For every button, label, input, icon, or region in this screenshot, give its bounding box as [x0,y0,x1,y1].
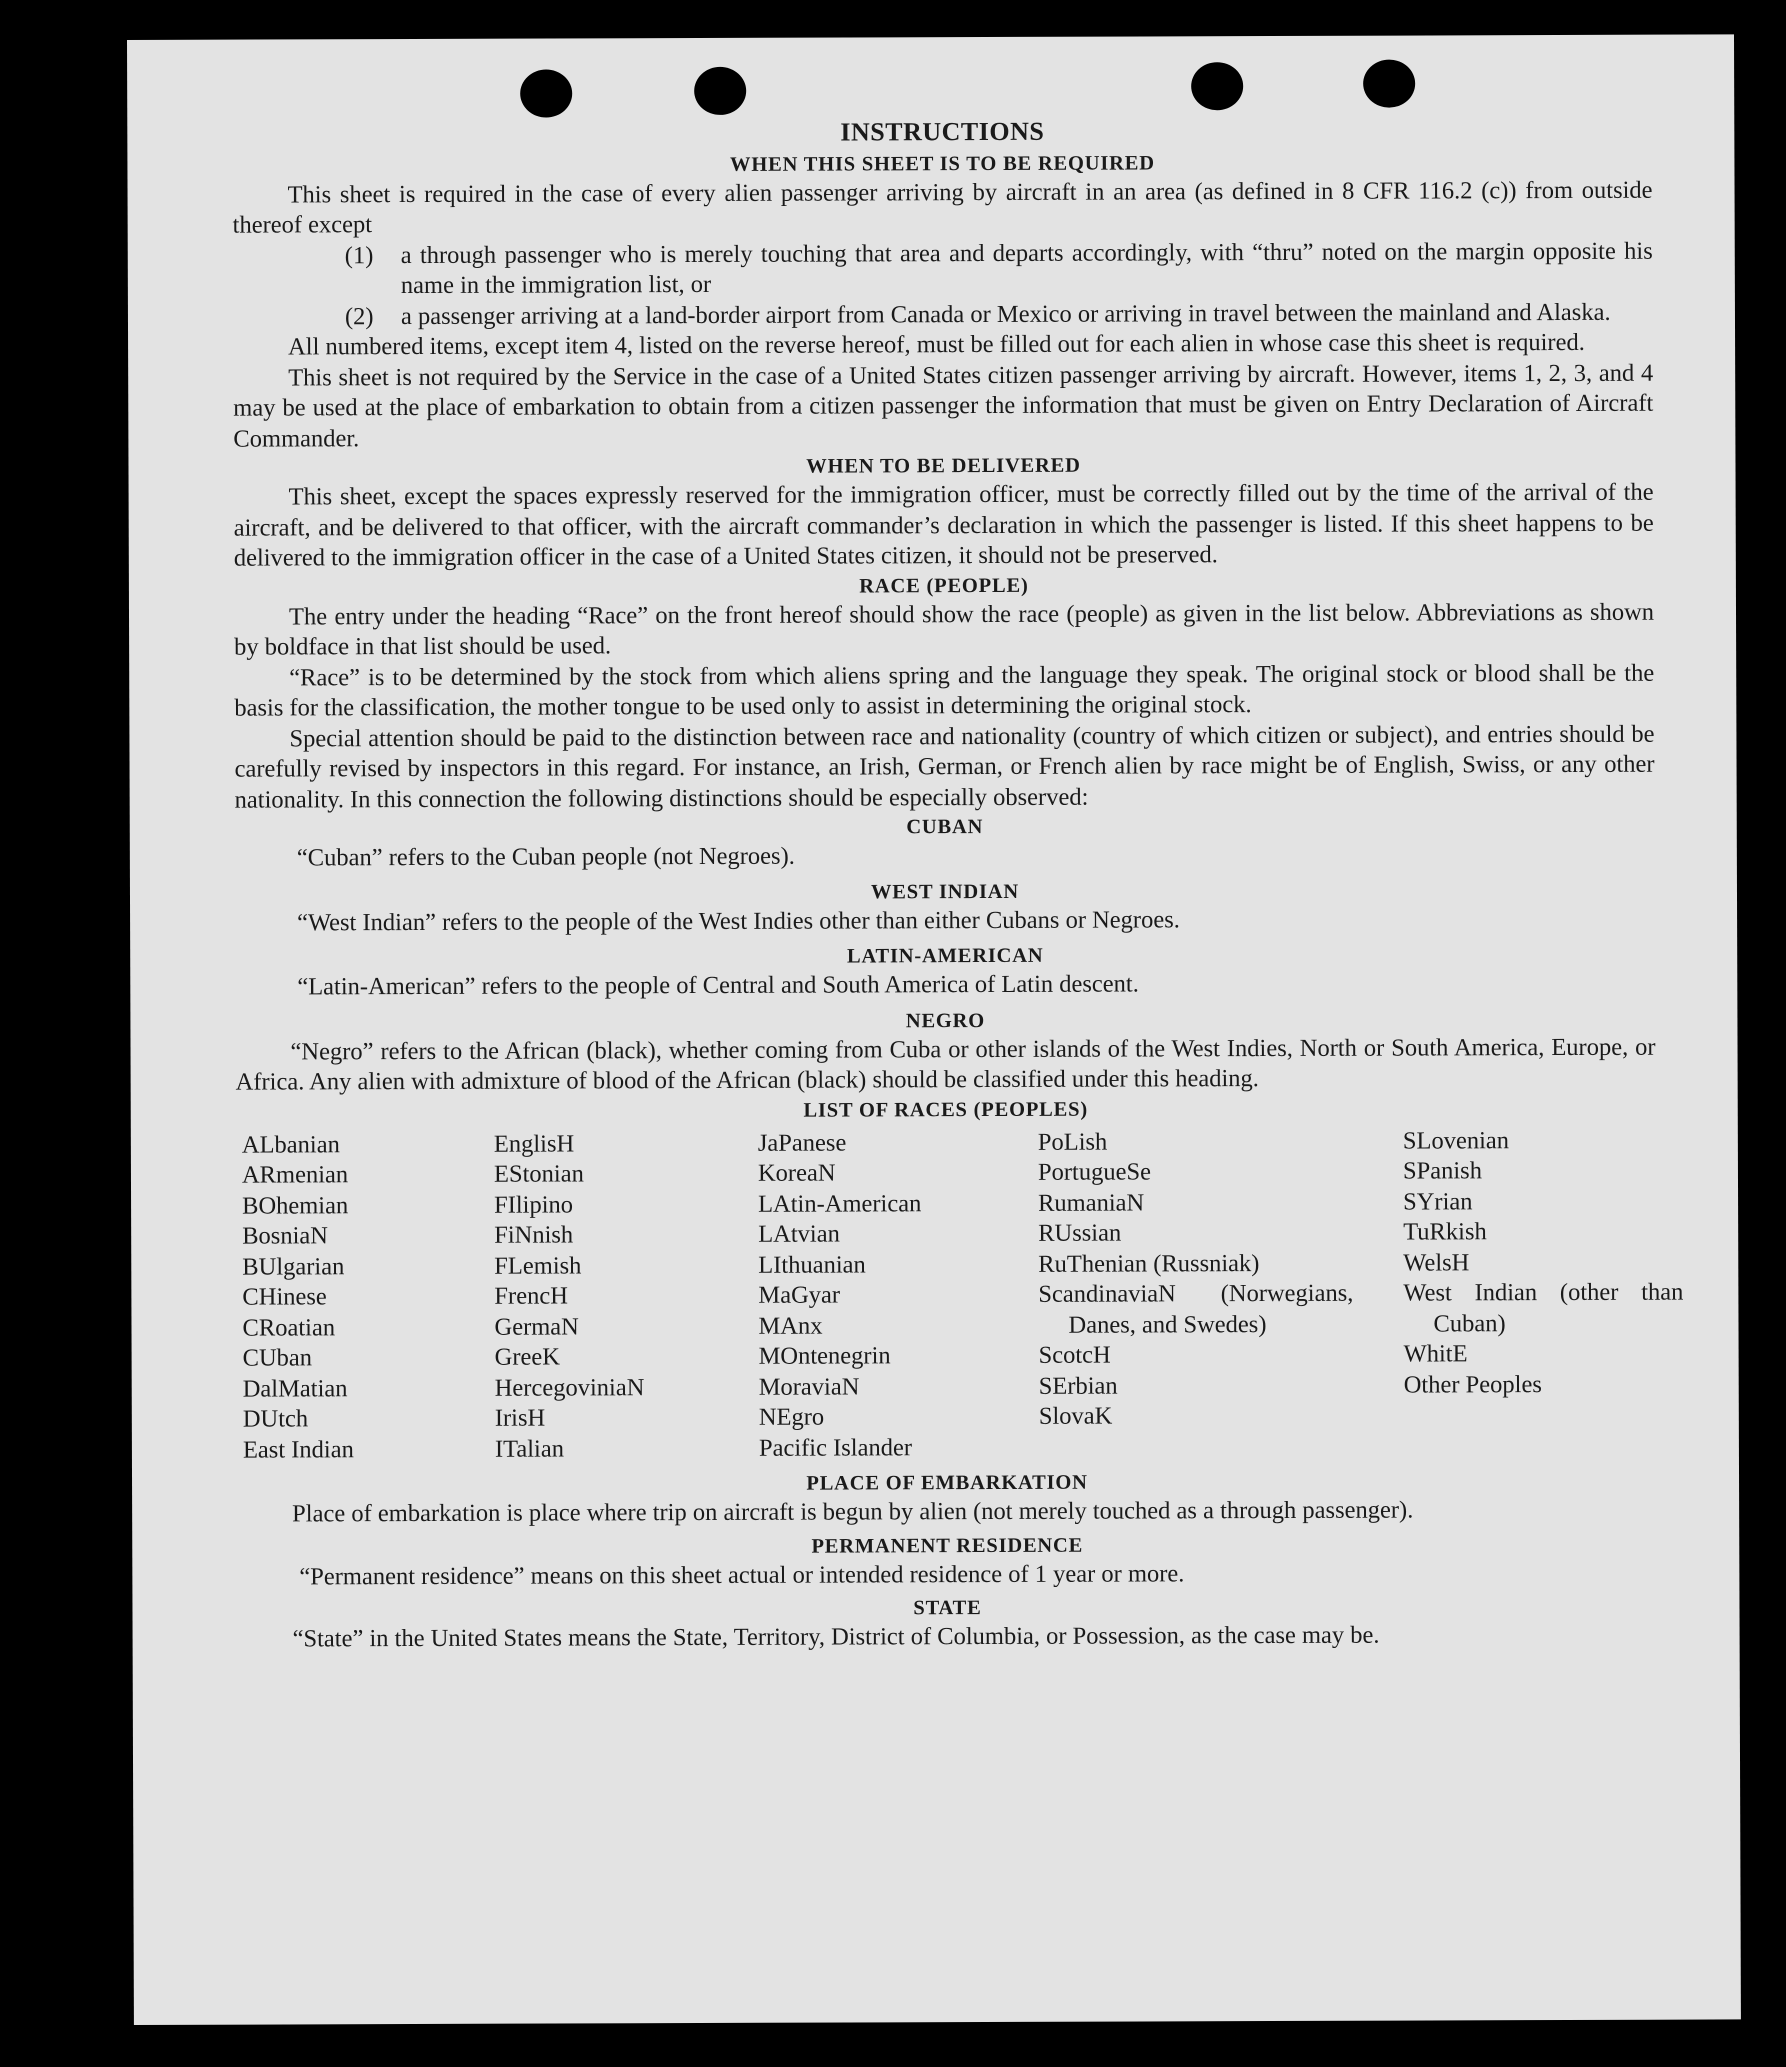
race-item: LAtin-American [758,1189,922,1218]
race-item: PortugueSe [1037,1158,1151,1186]
heading-latin-american: LATIN-AMERICAN [846,944,1044,968]
punch-hole [1363,60,1415,108]
race-item: BUlgarian [242,1252,345,1281]
race-item: CUban [242,1344,313,1372]
races-column [494,1128,759,1464]
paragraph-race-2: “Race” is to be determined by the stock from which aliens spring and the language they speak. The original stock or blood shall be the basis for the classification, the mother tongue to be used only to assist in determining the original stock. [234,659,1655,722]
race-item: NEgro [758,1403,825,1431]
race-item: EnglisH [493,1129,575,1158]
race-item: FiNnish [494,1221,574,1249]
race-item: ScandinaviaN (Norwegians, Danes, and Swedes) [1038,1279,1354,1339]
race-item: SPanish [1402,1157,1482,1185]
paragraph-permanent-residence: “Permanent residence” means on this sheet actual or intended residence of 1 year or more. [299,1559,1185,1590]
race-item: WhitE [1403,1340,1468,1368]
exception-item [233,297,1653,332]
race-item: MAnx [758,1312,823,1340]
race-item: ALbanian [241,1130,340,1159]
paragraph-citizen: This sheet is not required by the Service in the case of a United States citizen passenger arriving by aircraft. However, items 1, 2, 3, and 4 may be used at the place of embarkation to obtain from a citizen passenger the information that must be given on Entry Declaration of Aircraft Commander. [233,359,1654,453]
heading-negro: NEGRO [905,1009,986,1032]
race-item: EStonian [493,1160,584,1188]
race-item: MOntenegrin [758,1342,891,1370]
race-item: MoraviaN [758,1372,860,1401]
exception-text: a passenger arriving at a land-border airport from Canada or Mexico or arriving in travel between the mainland and Alaska. [400,298,1611,330]
race-item: CRoatian [242,1313,336,1342]
document-page [127,34,1741,2025]
race-item: SErbian [1038,1372,1118,1400]
race-item: HercegoviniaN [494,1373,645,1402]
paragraph-latin-american: “Latin-American” refers to the people of Central and South America of Latin descent. [297,970,1139,1001]
race-item: RUssian [1038,1219,1122,1247]
race-item: CHinese [242,1283,327,1311]
paragraph-race-3: Special attention should be paid to the distinction between race and nationality (country of which citizen or subject), and entries should be carefully revised by inspectors in this regard. For instance, an Irish, German, or French alien by race might be of English, Swiss, or any other nationality. In this connection the following distinctions should be especially observed: [234,720,1655,814]
exception-text: a through passenger who is merely touching that area and departs accordingly, with “thru” noted on the margin opposite his name in the immigration list, or [400,237,1653,300]
race-item: ARmenian [241,1161,349,1189]
heading-permanent-residence: PERMANENT RESIDENCE [811,1534,1084,1558]
punch-hole [520,69,572,117]
paragraph-numbered-items: All numbered items, except item 4, listed on the reverse hereof, must be filled out for each alien in whose case this sheet is required. [288,328,1585,361]
punch-hole [694,67,746,115]
race-item: PoLish [1037,1128,1108,1156]
race-item: West Indian (other than Cuban) [1403,1278,1684,1337]
paragraph-cuban: “Cuban” refers to the Cuban people (not Negroes). [296,842,795,872]
races-list [241,1125,1684,1465]
race-item: BosniaN [242,1222,328,1250]
races-column [242,1129,495,1465]
paragraph-place-of-embarkation: Place of embarkation is place where trip on aircraft is begun by alien (not merely touched as a through passenger). [292,1496,1414,1528]
heading-cuban: CUBAN [906,816,984,839]
races-column [1038,1126,1404,1463]
paragraph-negro: “Negro” refers to the African (black), whether coming from Cuba or other islands of the West Indies, North or South America, Europe, or Africa. Any alien with admixture of blood of the African (black) should be classified under this heading. [235,1033,1656,1096]
race-item: JaPanese [757,1128,847,1157]
race-item: LIthuanian [758,1250,866,1279]
instructions-body [232,115,1684,1655]
race-item: Other Peoples [1403,1370,1542,1399]
heading-list-of-races: LIST OF RACES (PEOPLES) [803,1098,1088,1122]
race-item: GreeK [494,1343,560,1371]
race-item: KoreaN [757,1159,836,1187]
race-item: Pacific Islander [758,1433,913,1462]
heading-place-of-embarkation: PLACE OF EMBARKATION [806,1471,1088,1495]
heading-state: STATE [913,1597,982,1620]
race-item: BOhemian [242,1191,349,1220]
race-item: East Indian [242,1435,354,1464]
race-item: ITalian [494,1434,564,1463]
race-item: SlovaK [1038,1402,1113,1430]
heading-race: RACE (PEOPLE) [859,574,1029,597]
races-column [1402,1125,1684,1461]
race-item: SYrian [1403,1187,1473,1216]
race-item: RuThenian (Russniak) [1038,1249,1260,1278]
heading-when-delivered: WHEN TO BE DELIVERED [806,454,1081,478]
exception-number: (2) [344,302,374,330]
heading-when-required: WHEN THIS SHEET IS TO BE REQUIRED [729,151,1155,176]
heading-west-indian: WEST INDIAN [870,880,1020,903]
punch-hole [1191,62,1243,110]
race-item: GermaN [494,1312,579,1341]
races-column [758,1127,1039,1463]
race-item: SLovenian [1402,1126,1510,1155]
race-item: FLemish [494,1251,582,1280]
paragraph-state: “State” in the United States means the State, Territory, District of Columbia, or Possession, as the case may be. [292,1621,1380,1653]
race-item: RumaniaN [1038,1188,1145,1217]
race-item: LAtvian [758,1220,840,1248]
race-item: TuRkish [1403,1218,1487,1246]
race-item: FIlipino [494,1190,574,1219]
race-item: FrencH [494,1282,568,1310]
exception-item [233,236,1653,302]
paragraph-west-indian: “West Indian” refers to the people of the West Indies other than either Cubans or Negroes. [297,905,1180,936]
paragraph-race-1: The entry under the heading “Race” on the front hereof should show the race (people) as given in the list below. Abbreviations as shown by boldface in that list should be used. [234,598,1655,661]
paragraph-when-required-intro: This sheet is required in the case of every alien passenger arriving by aircraft in an area (as defined in 8 CFR 116.2 (c)) from outside thereof except [232,176,1653,239]
race-item: DalMatian [242,1374,348,1403]
race-item: ScotcH [1038,1341,1111,1369]
race-item: WelsH [1403,1248,1470,1277]
exception-number: (1) [344,241,374,269]
paragraph-when-delivered: This sheet, except the spaces expressly reserved for the immigration officer, must be correctly filled out by the time of the arrival of the aircraft, and be delivered to that officer, with the aircraft commander’s declaration in which the passenger is listed. If this sheet happens to be delivered to the immigration officer in the case of a United States citizen, it should not be preserved. [233,478,1654,572]
page-title: INSTRUCTIONS [840,116,1045,147]
race-item: DUtch [242,1405,309,1433]
race-item: IrisH [494,1404,546,1432]
race-item: MaGyar [758,1281,841,1309]
